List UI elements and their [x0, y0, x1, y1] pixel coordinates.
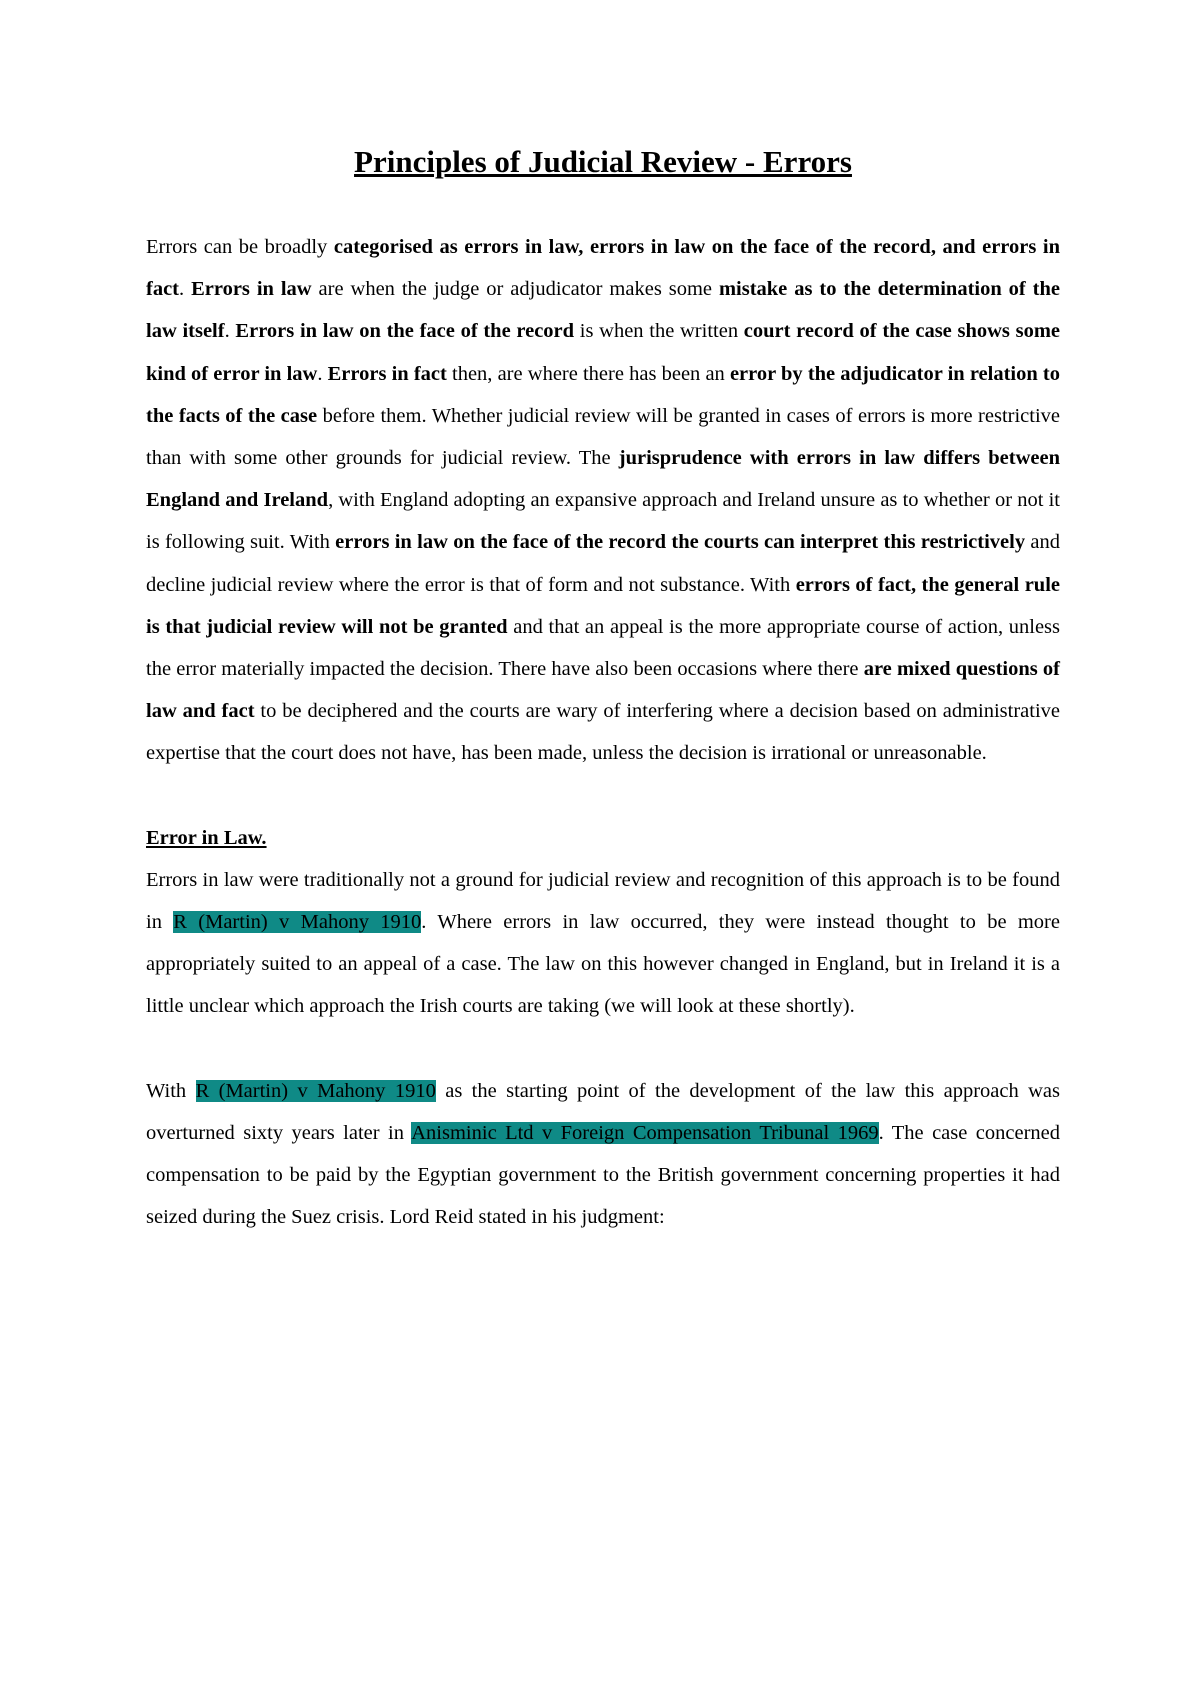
- intro-text: , with England adopting an expansive approach and Ireland unsure as to whether or not it is following suit. With: [146, 489, 1060, 554]
- intro-text: to be deciphered and the courts are wary of interfering where a decision based on administrative expertise that the court does not have, has been made, unless the decision is irrational or unreasonable.: [146, 700, 1061, 765]
- intro-text: is when the written: [574, 320, 744, 343]
- intro-text: .: [224, 320, 236, 343]
- intro-text: and that an appeal is the more appropriate course of action, unless the error materially impacted the decision. There have also been occasions where there: [146, 615, 1060, 681]
- intro-bold-text: are mixed questions of law and fact: [146, 658, 1060, 723]
- intro-text: are when the judge or adjudicator makes some: [311, 278, 719, 301]
- case-citation-highlight: Anisminic Ltd v Foreign Compensation Tribunal 1969: [411, 1121, 879, 1144]
- paragraph-text: . The case concerned compensation to be paid by the Egyptian government to the British government concerning properties it had seized during the Suez crisis. Lord Reid stated in his judgment:: [146, 1121, 1060, 1229]
- intro-text: then, are where there has been an: [446, 362, 730, 385]
- paragraph-text: With: [146, 1079, 196, 1102]
- document-page: [146, 140, 1060, 1238]
- paragraph-text: as the starting point of the development of the law this approach was overturned sixty years later in: [146, 1079, 1060, 1144]
- error-in-law-paragraph: [146, 859, 1060, 1028]
- intro-text: .: [179, 278, 192, 301]
- anisminic-paragraph: [146, 1070, 1060, 1239]
- intro-bold-text: categorised as errors in law, errors in law on the face of the record, and errors in fact: [146, 236, 1060, 301]
- document-title: Principles of Judicial Review - Errors: [354, 144, 852, 179]
- intro-bold-text: Errors in law: [191, 278, 312, 301]
- intro-text: Errors can be broadly: [146, 236, 334, 258]
- intro-bold-text: jurisprudence with errors in law differs between England and Ireland: [146, 447, 1060, 512]
- paragraph-text: . Where errors in law occurred, they were instead thought to be more appropriately suited to an appeal of a case. The law on this however changed in England, but in Ireland it is a little unclear which approach the Irish courts are taking (we will look at these shortly).: [146, 911, 1060, 1018]
- intro-text: and decline judicial review where the error is that of form and not substance. With: [146, 531, 1060, 596]
- intro-bold-text: Errors in fact: [327, 362, 447, 385]
- intro-bold-text: mistake as to the determination of the law itself: [146, 278, 1061, 343]
- section-heading-error-in-law: Error in Law.: [146, 826, 267, 849]
- intro-text: before them. Whether judicial review will be granted in cases of errors is more restrictive than with some other grounds for judicial review. The: [146, 404, 1061, 470]
- intro-bold-text: error by the adjudicator in relation to the facts of the case: [146, 362, 1060, 427]
- intro-paragraph: [146, 226, 1060, 775]
- intro-text: .: [317, 362, 328, 385]
- case-citation-highlight: R (Martin) v Mahony 1910: [195, 1079, 436, 1102]
- paragraph-text: Errors in law were traditionally not a ground for judicial review and recognition of this approach is to be found in: [146, 868, 1060, 934]
- case-citation-highlight: R (Martin) v Mahony 1910: [173, 911, 422, 934]
- intro-bold-text: errors of fact, the general rule is that judicial review will not be granted: [146, 573, 1060, 638]
- intro-bold-text: errors in law on the face of the record the courts can interpret this restrictively: [335, 531, 1026, 554]
- intro-bold-text: Errors in law on the face of the record: [235, 320, 575, 343]
- intro-bold-text: court record of the case shows some kind of error in law: [146, 320, 1060, 385]
